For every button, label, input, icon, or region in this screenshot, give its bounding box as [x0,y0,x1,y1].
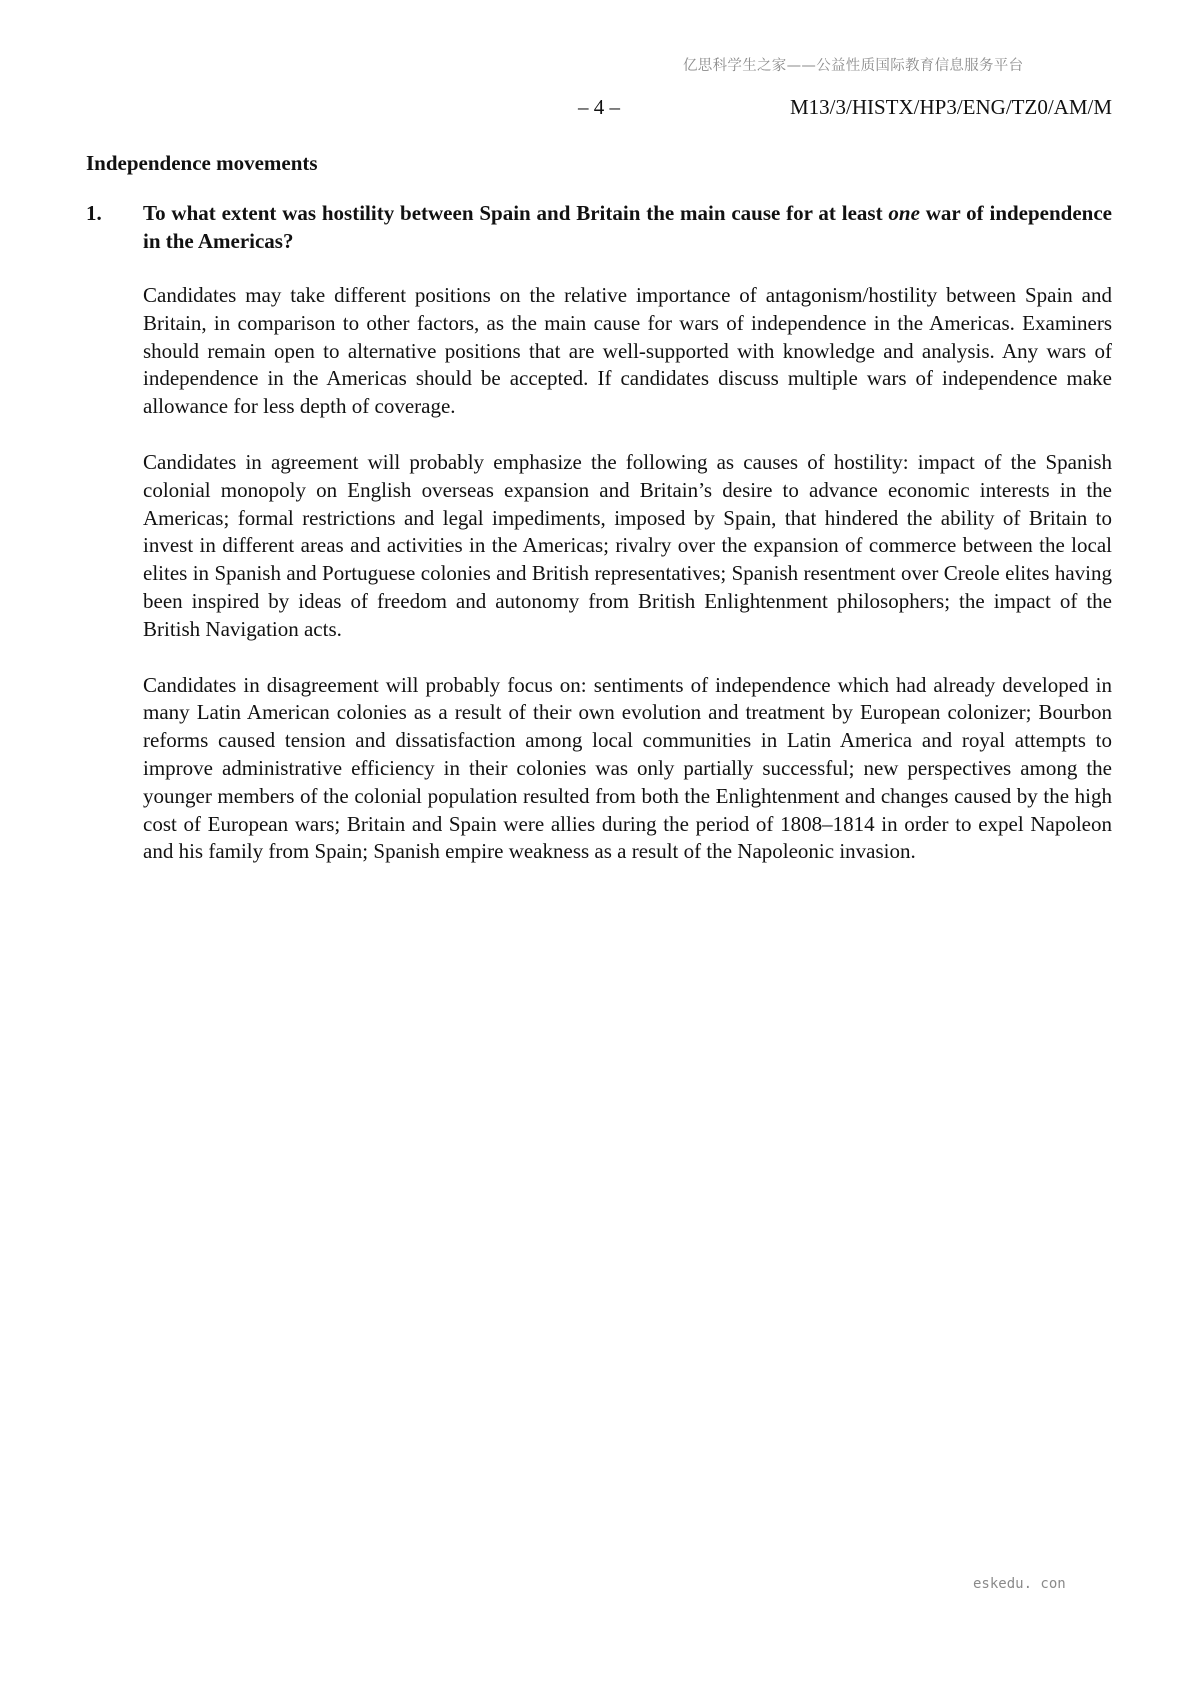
paragraph-disagreement: Candidates in disagreement will probably focus on: sentiments of independence which had already developed in many Latin American colonies as a result of their own evolution and treatment by European colonizer; Bourbon reforms caused tension and dissatisfaction among local communities in Latin America and royal attempts to improve administrative efficiency in their colonies was only partially successful; new perspectives among the younger members of the colonial population resulted from both the Enlightenment and changes caused by the high cost of European wars; Britain and Spain were allies during the period of 1808–1814 in order to expel Napoleon and his family from Spain; Spanish empire weakness as a result of the Napoleonic invasion. [143,672,1112,864]
section-heading: Independence movements [86,151,318,175]
paragraph-agreement: Candidates in agreement will probably emphasize the following as causes of hostility: impact of the Spanish colonial monopoly on English overseas expansion and Britain’s desire to advance economic interests in the Americas; formal restrictions and legal impediments, imposed by Spain, that hindered the ability of Britain to invest in different areas and activities in the Americas; rivalry over the expansion of commerce between the local elites in Spanish and Portuguese colonies and British representatives; Spanish resentment over Creole elites having been inspired by ideas of freedom and autonomy from British Enlightenment philosophers; the impact of the British Navigation acts. [143,449,1112,641]
page-number: – 4 – [578,95,620,119]
question [86,199,1112,255]
question-number: 1. [86,201,102,225]
markscheme-body [143,282,1112,894]
header-watermark: 亿思科学生之家——公益性质国际教育信息服务平台 [683,58,1024,74]
question-text [143,199,1112,255]
question-text-start: To what extent was hostility between Spain and Britain the main cause for at least [143,201,889,225]
paragraph-overview: Candidates may take different positions on the relative importance of antagonism/hostility between Spain and Britain, in comparison to other factors, as the main cause for wars of independence in the Americas. Examiners should remain open to alternative positions that are well-supported with knowledge and analysis. Any wars of independence in the Americas should be accepted. If candidates discuss multiple wars of independence make allowance for less depth of coverage. [143,283,1112,419]
document-code: M13/3/HISTX/HP3/ENG/TZ0/AM/M [789,95,1112,119]
question-text-emphasis: one [888,201,920,225]
footer-watermark: eskedu. con [973,1576,1066,1592]
question-text-end: war of independence in the Americas? [143,201,1112,253]
